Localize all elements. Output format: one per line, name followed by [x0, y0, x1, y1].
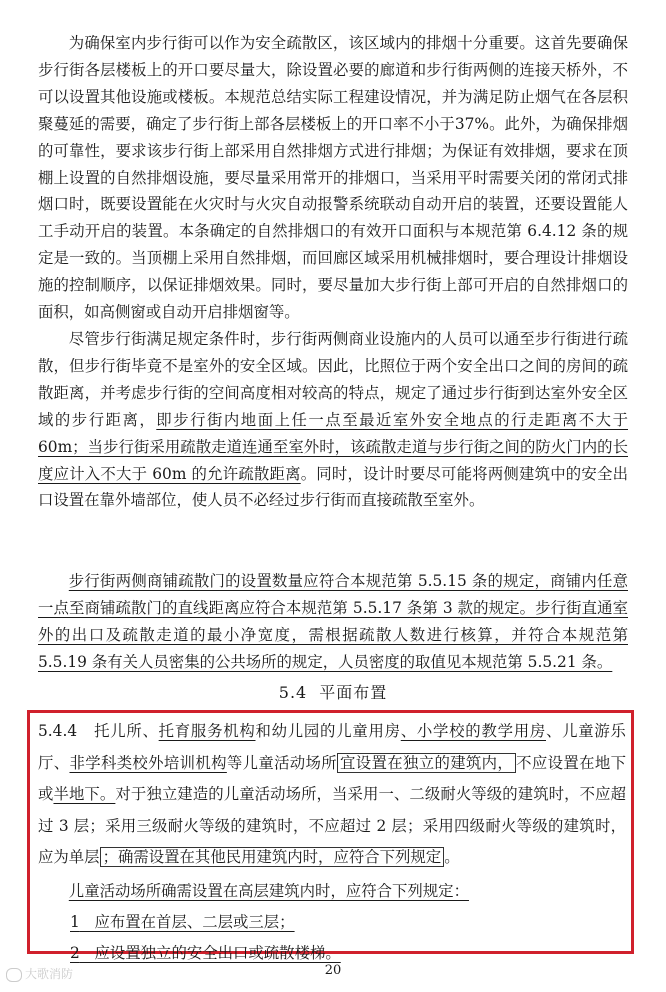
section-title: 平面布置 — [319, 683, 388, 702]
section-number: 5.4 — [278, 683, 308, 702]
sub-clause-intro: 儿童活动场所确需设置在高层建筑内时，应符合下列规定： — [68, 882, 469, 900]
underlined-rule-text: 即步行街内地面上任一点至最近室外安全地点的行走距离不大于 60m；当步行街采用疏散走道连通至室外时，该疏散走道与步行街之间的防火门内的长度应计入不大于 60m 的允许疏散距离 — [38, 410, 628, 483]
list-item: 1 应布置在首层、二层或三层； — [70, 913, 295, 931]
clause-number: 5.4.4 — [38, 722, 78, 740]
boxed-text-other-buildings: ；确需设置在其他民用建筑内时，应符合下列规定 — [100, 847, 445, 867]
paragraph-smoke-exhaust: 为确保室内步行街可以作为安全疏散区，该区域内的排烟十分重要。这首先要确保步行街各层楼板上的开口要尽量大，除设置必要的廊道和步行街两侧的连接天桥外，不可以设置其他设施或楼板。本规范总结实际工程建设情况，并为满足防止烟气在各层积聚蔓延的需要，确定了步行街上部各层楼板上的开口率不小于37%。此外，为确保排烟的可靠性，要求该步行街上部采用自然排烟方式进行排烟；为保证有效排烟，要求在顶棚上设置的自然排烟设施，要尽量采用常开的排烟口，当采用平时需要关闭的常闭式排烟口时，既要设置能在火灾时与火灾自动报警系统联动自动开启的装置，还要设置能人工手动开启的装置。本条确定的自然排烟口的有效开口面积与本规范第 6.4.12 条的规定是一致的。当顶棚上采用自然排烟，而回廊区域采用机械排烟时，要合理设计排烟设施的控制顺序，以保证排烟效果。同时，要尽量加大步行街上部可开启的自然排烟口的面积，如高侧窗或自动开启排烟窗等。 — [38, 34, 628, 322]
weibo-logo-icon — [6, 968, 22, 982]
list-item: 2 应设置独立的安全出口或疏散楼梯。 — [70, 944, 341, 962]
boxed-text-independent-building: 宜设置在独立的建筑内， — [337, 753, 516, 773]
section-heading — [0, 680, 666, 703]
page-number: 20 — [324, 963, 342, 978]
watermark: 大歌消防 — [6, 965, 73, 982]
clause-5-4-4: 5.4.4 托儿所、托育服务机构和幼儿园的儿童用房、小学校的教学用房、儿童游乐厅、非学科类校外培训机构等儿童活动场所 宜设置在独立的建筑内， 不应设置在地下或半地下。对于独立建造的儿童活动场所，当采用一、二级耐火等级的建筑时，不应超过 3 层；采用三级耐火等级的建筑时，不应超过 2 层；采用四级耐火等级的建筑时，应为单层 ；确需设置在其他民用建筑内时，应符合下列规定 。 — [38, 722, 626, 866]
paragraph-shop-exits: 步行街两侧商铺疏散门的设置数量应符合本规范第 5.5.15 条的规定，商铺内任意一点至商铺疏散门的直线距离应符合本规范第 5.5.17 条第 3 款的规定。步行街直通室外的出口及疏散走道的最小净宽度，需根据疏散人数进行核算，并符合本规范第 5.5.19 条有关人员密集的公共场所的规定，人员密度的取值见本规范第 5.5.21 条。 — [38, 572, 628, 671]
paragraph-evacuation-distance: 尽管步行街满足规定条件时，步行街两侧商业设施内的人员可以通至步行街进行疏散，但步行街毕竟不是室外的安全区域。因此，比照位于两个安全出口之间的房间的疏散距离，并考虑步行街的空间高度相对较高的特点，规定了通过步行街到达室外安全区域的步行距离，即步行街内地面上任一点至最近室外安全地点的行走距离不大于 60m；当步行街采用疏散走道连通至室外时，该疏散走道与步行街之间的防火门内的长度应计入不大于 60m 的允许疏散距离。同时，设计时要尽可能将两侧建筑中的安全出口设置在靠外墙部位，使人员不必经过步行街而直接疏散至室外。 — [38, 330, 628, 510]
